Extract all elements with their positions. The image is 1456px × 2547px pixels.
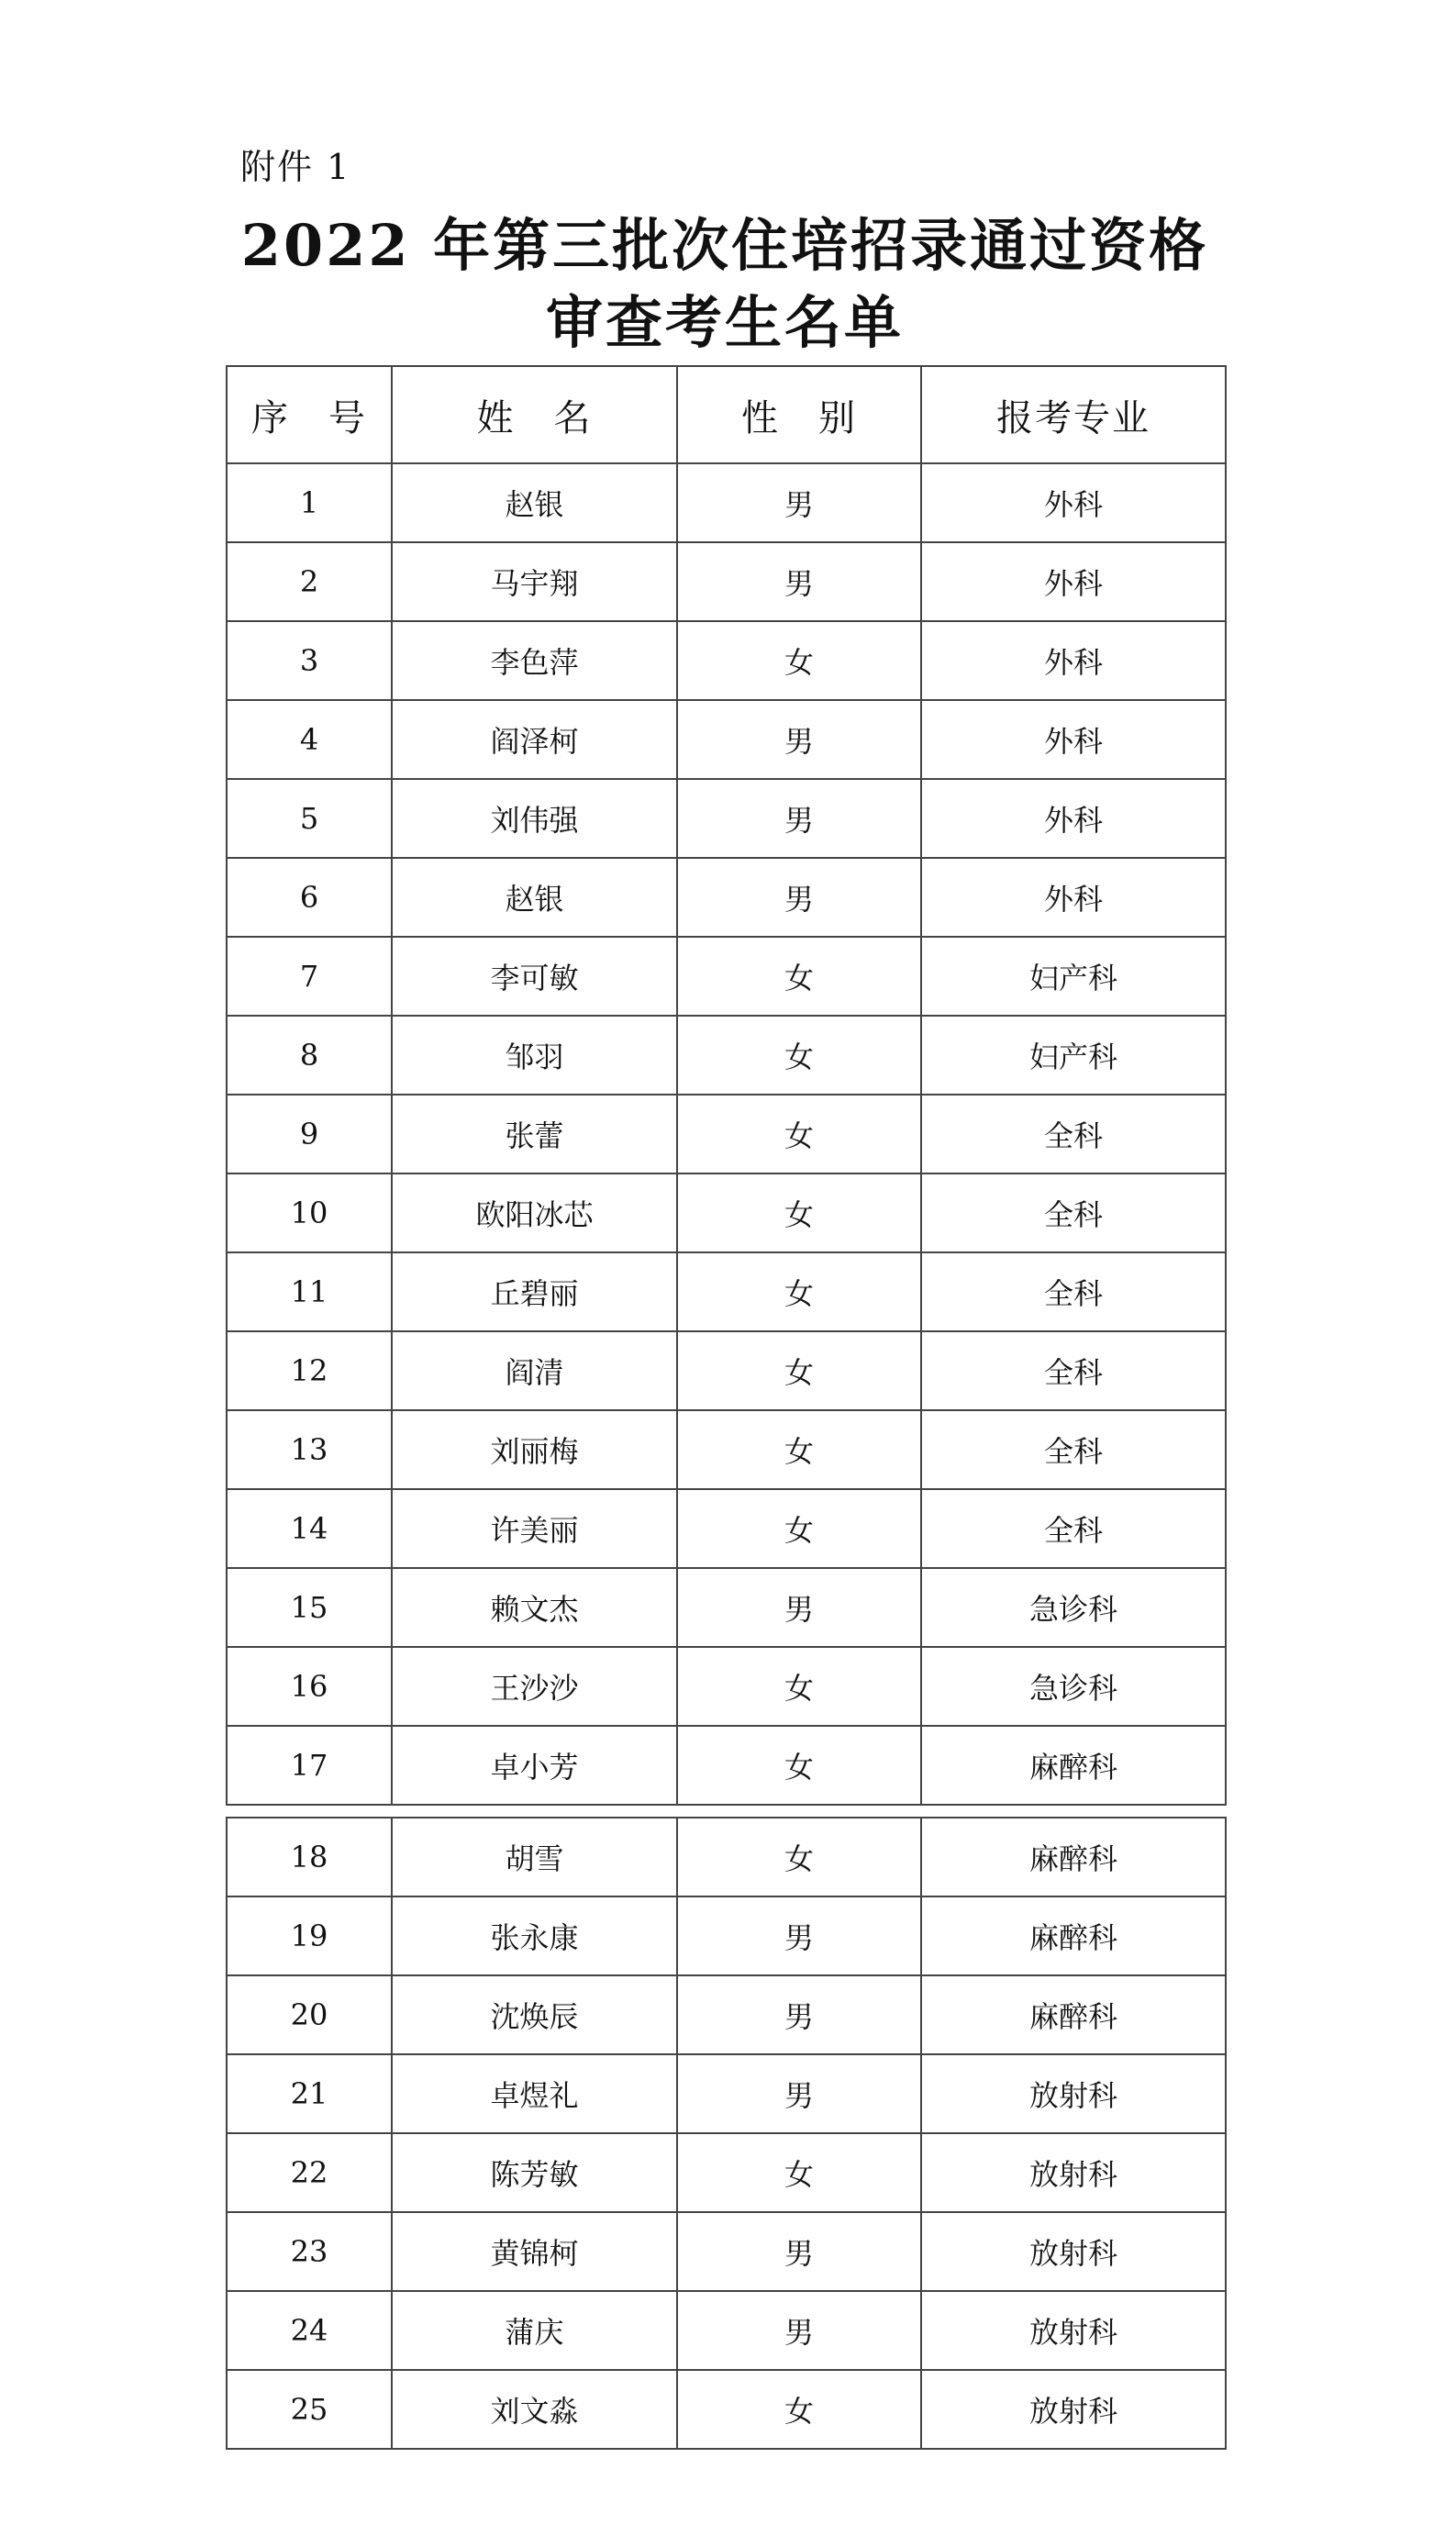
cell-number: 12 xyxy=(227,1331,392,1410)
table-row xyxy=(227,1489,1226,1568)
cell-gender: 女 xyxy=(677,1331,921,1410)
cell-number: 6 xyxy=(227,858,392,937)
cell-name: 蒲庆 xyxy=(392,2291,677,2370)
cell-name: 卓小芳 xyxy=(392,1726,677,1805)
table-row xyxy=(227,1331,1226,1410)
cell-name: 刘伟强 xyxy=(392,779,677,858)
cell-number: 10 xyxy=(227,1173,392,1252)
cell-name: 阎清 xyxy=(392,1331,677,1410)
cell-major: 妇产科 xyxy=(921,937,1226,1016)
table-row xyxy=(227,1095,1226,1173)
table-row xyxy=(227,1173,1226,1252)
cell-number: 9 xyxy=(227,1095,392,1173)
table-row xyxy=(227,779,1226,858)
cell-gender: 女 xyxy=(677,1818,921,1896)
cell-number: 14 xyxy=(227,1489,392,1568)
cell-number: 18 xyxy=(227,1818,392,1896)
cell-major: 放射科 xyxy=(921,2291,1226,2370)
cell-name: 李可敏 xyxy=(392,937,677,1016)
cell-major: 外科 xyxy=(921,463,1226,542)
cell-major: 急诊科 xyxy=(921,1568,1226,1647)
table-row xyxy=(227,700,1226,779)
table-row xyxy=(227,1818,1226,1896)
cell-gender: 男 xyxy=(677,1896,921,1975)
cell-number: 16 xyxy=(227,1647,392,1726)
cell-major: 麻醉科 xyxy=(921,1896,1226,1975)
cell-gender: 女 xyxy=(677,1726,921,1805)
cell-major: 外科 xyxy=(921,779,1226,858)
cell-gender: 男 xyxy=(677,463,921,542)
cell-name: 陈芳敏 xyxy=(392,2133,677,2212)
cell-name: 王沙沙 xyxy=(392,1647,677,1726)
table-row xyxy=(227,1975,1226,2054)
cell-number: 3 xyxy=(227,621,392,700)
cell-name: 张蕾 xyxy=(392,1095,677,1173)
table-row xyxy=(227,1896,1226,1975)
cell-gender: 男 xyxy=(677,2054,921,2133)
table-row xyxy=(227,621,1226,700)
table-row xyxy=(227,1647,1226,1726)
cell-name: 沈焕辰 xyxy=(392,1975,677,2054)
table-row xyxy=(227,858,1226,937)
cell-number: 2 xyxy=(227,542,392,621)
cell-major: 全科 xyxy=(921,1252,1226,1331)
cell-number: 11 xyxy=(227,1252,392,1331)
table-row xyxy=(227,2291,1226,2370)
cell-name: 许美丽 xyxy=(392,1489,677,1568)
cell-gender: 女 xyxy=(677,1016,921,1095)
cell-major: 外科 xyxy=(921,542,1226,621)
cell-major: 全科 xyxy=(921,1173,1226,1252)
cell-number: 15 xyxy=(227,1568,392,1647)
header-major: 报考专业 xyxy=(921,366,1226,463)
cell-gender: 男 xyxy=(677,858,921,937)
cell-gender: 女 xyxy=(677,1095,921,1173)
cell-gender: 女 xyxy=(677,937,921,1016)
cell-number: 13 xyxy=(227,1410,392,1489)
table-row xyxy=(227,1726,1226,1805)
table-row xyxy=(227,937,1226,1016)
cell-name: 刘文淼 xyxy=(392,2370,677,2449)
cell-name: 阎泽柯 xyxy=(392,700,677,779)
table-row xyxy=(227,2370,1226,2449)
table-body-part-2 xyxy=(227,1818,1226,2449)
cell-number: 5 xyxy=(227,779,392,858)
table-row xyxy=(227,463,1226,542)
cell-major: 放射科 xyxy=(921,2054,1226,2133)
cell-name: 欧阳冰芯 xyxy=(392,1173,677,1252)
table-row xyxy=(227,2133,1226,2212)
table-row xyxy=(227,1252,1226,1331)
cell-major: 急诊科 xyxy=(921,1647,1226,1726)
cell-major: 外科 xyxy=(921,858,1226,937)
cell-gender: 女 xyxy=(677,621,921,700)
cell-number: 8 xyxy=(227,1016,392,1095)
cell-gender: 男 xyxy=(677,542,921,621)
cell-major: 麻醉科 xyxy=(921,1726,1226,1805)
cell-name: 邹羽 xyxy=(392,1016,677,1095)
cell-gender: 女 xyxy=(677,2370,921,2449)
table-row xyxy=(227,542,1226,621)
table-row xyxy=(227,2212,1226,2291)
cell-number: 24 xyxy=(227,2291,392,2370)
cell-number: 19 xyxy=(227,1896,392,1975)
table-row xyxy=(227,1016,1226,1095)
cell-number: 1 xyxy=(227,463,392,542)
candidate-table-part-1 xyxy=(226,365,1227,1806)
page-title-line-2: 审查考生名单 xyxy=(545,289,904,356)
cell-major: 放射科 xyxy=(921,2133,1226,2212)
cell-major: 全科 xyxy=(921,1410,1226,1489)
table-body-part-1 xyxy=(227,463,1226,1805)
cell-number: 17 xyxy=(227,1726,392,1805)
cell-gender: 男 xyxy=(677,779,921,858)
cell-major: 全科 xyxy=(921,1489,1226,1568)
cell-major: 妇产科 xyxy=(921,1016,1226,1095)
header-gender: 性 别 xyxy=(677,366,921,463)
cell-major: 麻醉科 xyxy=(921,1975,1226,2054)
cell-gender: 男 xyxy=(677,700,921,779)
cell-name: 马宇翔 xyxy=(392,542,677,621)
page-title-line-1: 2022 年第三批次住培招录通过资格 xyxy=(240,212,1209,279)
table-header-row xyxy=(227,366,1226,463)
cell-gender: 女 xyxy=(677,1252,921,1331)
cell-number: 20 xyxy=(227,1975,392,2054)
cell-gender: 女 xyxy=(677,1489,921,1568)
cell-name: 刘丽梅 xyxy=(392,1410,677,1489)
cell-gender: 男 xyxy=(677,2212,921,2291)
cell-major: 放射科 xyxy=(921,2212,1226,2291)
cell-major: 外科 xyxy=(921,700,1226,779)
header-name: 姓 名 xyxy=(392,366,677,463)
candidate-table-part-2 xyxy=(226,1817,1227,2450)
cell-major: 全科 xyxy=(921,1095,1226,1173)
cell-name: 赵银 xyxy=(392,463,677,542)
cell-gender: 女 xyxy=(677,1410,921,1489)
cell-major: 外科 xyxy=(921,621,1226,700)
cell-gender: 男 xyxy=(677,2291,921,2370)
cell-number: 23 xyxy=(227,2212,392,2291)
cell-name: 丘碧丽 xyxy=(392,1252,677,1331)
table-row xyxy=(227,2054,1226,2133)
cell-number: 7 xyxy=(227,937,392,1016)
cell-name: 卓煜礼 xyxy=(392,2054,677,2133)
cell-number: 25 xyxy=(227,2370,392,2449)
cell-name: 张永康 xyxy=(392,1896,677,1975)
cell-major: 全科 xyxy=(921,1331,1226,1410)
cell-gender: 男 xyxy=(677,1975,921,2054)
attachment-label: 附件 1 xyxy=(240,147,351,187)
cell-name: 胡雪 xyxy=(392,1818,677,1896)
cell-number: 22 xyxy=(227,2133,392,2212)
cell-gender: 女 xyxy=(677,2133,921,2212)
cell-major: 麻醉科 xyxy=(921,1818,1226,1896)
cell-name: 赵银 xyxy=(392,858,677,937)
cell-name: 李色萍 xyxy=(392,621,677,700)
cell-number: 21 xyxy=(227,2054,392,2133)
cell-gender: 男 xyxy=(677,1568,921,1647)
cell-number: 4 xyxy=(227,700,392,779)
cell-name: 赖文杰 xyxy=(392,1568,677,1647)
cell-gender: 女 xyxy=(677,1173,921,1252)
table-row xyxy=(227,1568,1226,1647)
cell-major: 放射科 xyxy=(921,2370,1226,2449)
cell-gender: 女 xyxy=(677,1647,921,1726)
table-row xyxy=(227,1410,1226,1489)
header-number: 序 号 xyxy=(227,366,392,463)
cell-name: 黄锦柯 xyxy=(392,2212,677,2291)
